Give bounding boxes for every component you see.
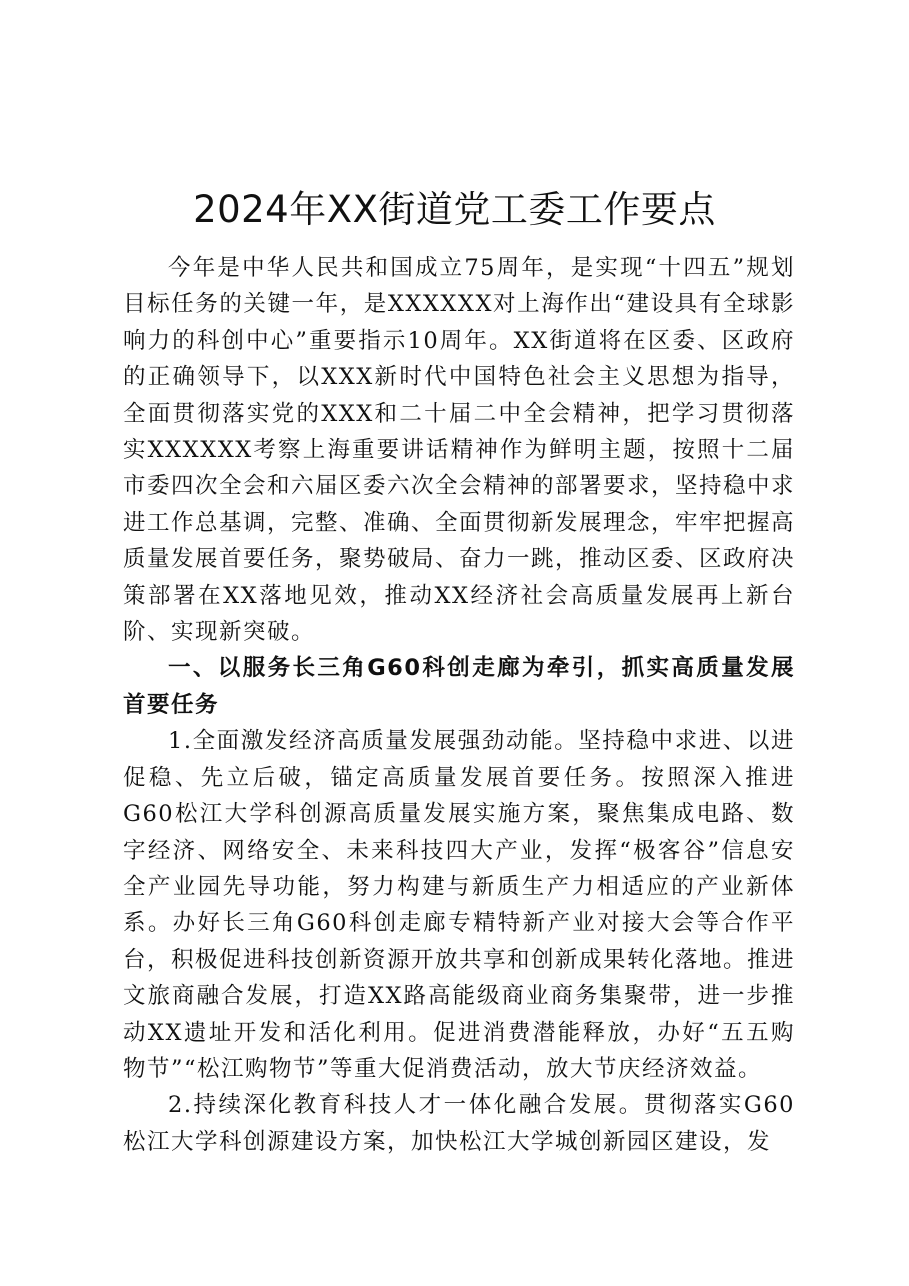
document-title: 2024年XX街道党工委工作要点 [193, 187, 716, 231]
section-heading: 一、以服务长三角G60科创走廊为牵引，抓实高质量发展首要任务 [123, 655, 795, 718]
intro-paragraph: 今年是中华人民共和国成立75周年，是实现“十四五”规划目标任务的关键一年，是XXXXXX对上海作出“建设具有全球影响力的科创中心”重要指示10周年。XX街道将在区委、区政府的正确领导下，以XXX新时代中国特色社会主义思想为指导，全面贯彻落实党的XXX和二十届二中全会精神，把学习贯彻落实XXXXXX考察上海重要讲话精神作为鲜明主题，按照十二届市委四次全会和六届区委六次全会精神的部署要求，坚持稳中求进工作总基调，完整、准确、全面贯彻新发展理念，牢牢把握高质量发展首要任务，聚势破局、奋力一跳，推动区委、区政府决策部署在XX落地见效，推动XX经济社会高质量发展再上新台阶、实现新突破。 [123, 255, 796, 646]
item-2-paragraph: 2.持续深化教育科技人才一体化融合发展。贯彻落实G60松江大学科创源建设方案，加快松江大学城创新园区建设，发 [123, 1092, 795, 1155]
item-1-paragraph: 1.全面激发经济高质量发展强劲动能。坚持稳中求进、以进促稳、先立后破，锚定高质量发展首要任务。按照深入推进G60松江大学科创源高质量发展实施方案，聚焦集成电路、数字经济、网络安全、未来科技四大产业，发挥“极客谷”信息安全产业园先导功能，努力构建与新质生产力相适应的产业新体系。办好长三角G60科创走廊专精特新产业对接大会等合作平台，积极促进科技创新资源开放共享和创新成果转化落地。推进文旅商融合发展，打造XX路高能级商业商务集聚带，进一步推动XX遗址开发和活化利用。促进消费潜能释放，办好“五五购物节”“松江购物节”等重大促消费活动，放大节庆经济效益。 [123, 728, 796, 1082]
document-body [123, 250, 795, 1160]
